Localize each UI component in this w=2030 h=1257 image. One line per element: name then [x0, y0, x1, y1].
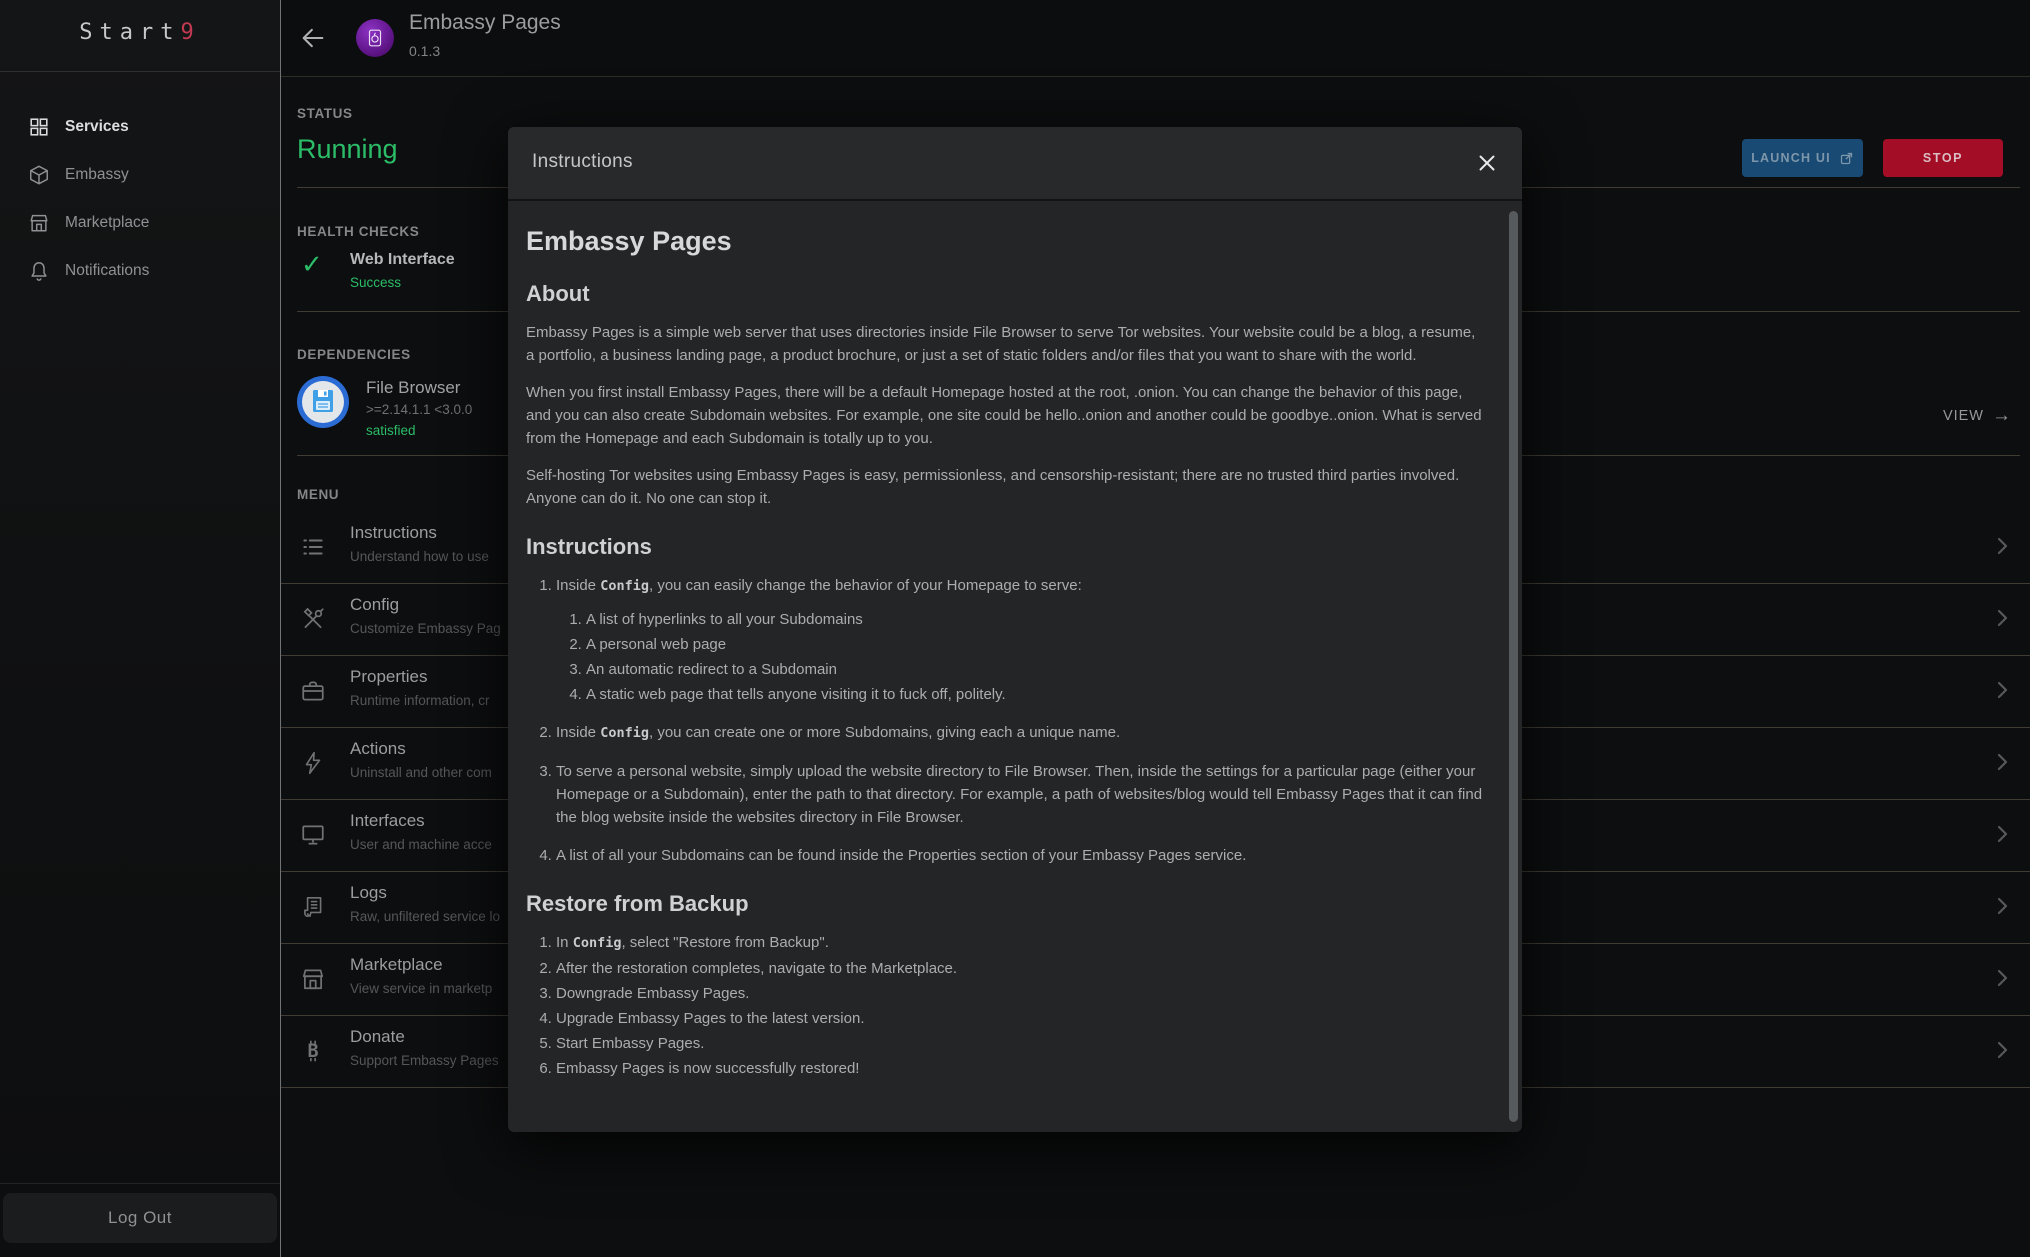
stop-button[interactable]: STOP	[1883, 139, 2003, 177]
modal-heading-instructions: Instructions	[526, 534, 652, 559]
sidebar-divider	[0, 71, 280, 72]
bolt-icon	[300, 750, 326, 776]
modal-list-item: 1. Inside Config, you can easily change the behavior of your Homepage to serve: 1. A list of hyperlinks to all your Subdomains 2. A personal web page 3. An automatic redirect to a Subdomain 4. A static web page that tells anyone visiting it to fuck off, politely.	[556, 574, 1486, 706]
view-label: VIEW	[1942, 408, 1984, 424]
nested-list-item: 4. A static web page that tells anyone visiting it to fuck off, politely.	[586, 683, 1486, 706]
chevron-right-icon	[1990, 966, 2014, 990]
sidebar-item-label: Notifications	[65, 262, 150, 279]
modal-paragraph: When you first install Embassy Pages, there will be a default Homepage hosted at the root, .onion. You can change the behavior of this page, and you can also create Subdomain websites. For example, one site could be hello..onion and another could be goodbye..onion. What is served from the Homepage and each Subdomain is totally up to you.	[526, 384, 1482, 447]
nested-list-item: 3. An automatic redirect to a Subdomain	[586, 658, 1486, 681]
chevron-right-icon	[1990, 894, 2014, 918]
menu-section-label: MENU	[297, 487, 340, 502]
cube-icon	[28, 164, 50, 186]
storefront-icon	[300, 966, 326, 992]
menu-item-title: Marketplace	[350, 955, 443, 974]
status-section-label: STATUS	[297, 106, 353, 121]
start9-logo	[0, 20, 280, 45]
menu-item-subtitle: User and machine acce	[350, 837, 492, 852]
modal-paragraph: Self-hosting Tor websites using Embassy Pages is easy, permissionless, and censorship-resistant; there are no trusted third parties involved. Anyone can do it. No one can stop it.	[526, 467, 1460, 507]
sidebar-item-marketplace[interactable]	[0, 199, 280, 247]
modal-title: Instructions	[532, 151, 633, 172]
back-arrow-icon	[299, 24, 327, 52]
logout-divider	[0, 1183, 280, 1184]
chevron-right-icon	[1990, 678, 2014, 702]
briefcase-icon	[300, 678, 326, 704]
logo-text: Start	[79, 20, 181, 45]
health-check-result: Success	[350, 275, 402, 290]
menu-item-subtitle: Raw, unfiltered service lo	[350, 909, 501, 924]
menu-item-title: Properties	[350, 667, 428, 686]
instructions-modal	[508, 127, 1522, 1132]
service-title: Embassy Pages	[409, 11, 561, 34]
modal-list-item: 2. Inside Config, you can create one or more Subdomains, giving each a unique name.	[556, 721, 1486, 745]
modal-scrollbar[interactable]	[1509, 211, 1518, 1122]
logout-button[interactable]: Log Out	[3, 1193, 277, 1243]
modal-list	[526, 574, 1486, 867]
modal-list-item: 6. Embassy Pages is now successfully restored!	[556, 1057, 1486, 1080]
modal-list-item: 4. Upgrade Embassy Pages to the latest version.	[556, 1007, 1486, 1030]
svg-text:B: B	[307, 1040, 319, 1062]
menu-item-subtitle: Support Embassy Pages	[350, 1053, 499, 1068]
menu-item-title: Interfaces	[350, 811, 425, 830]
menu-item-title: Config	[350, 595, 400, 614]
modal-paragraph: Embassy Pages is a simple web server that uses directories inside File Browser to serve Tor websites. Your website could be a blog, a resume, a portfolio, a business landing page, a product brochure, or just a set of static folders and/or files that you want to share with the world.	[526, 324, 1476, 364]
launch-ui-label: LAUNCH UI	[1751, 151, 1831, 165]
storefront-icon	[28, 212, 50, 234]
inline-code: Config	[600, 578, 649, 594]
modal-list-item: 4. A list of all your Subdomains can be found inside the Properties section of your Embassy Pages service.	[556, 844, 1486, 867]
list-icon	[300, 534, 326, 560]
grid-icon	[28, 116, 50, 138]
external-link-icon	[1839, 151, 1854, 166]
modal-list-item: 1. In Config, select "Restore from Backup".	[556, 931, 1486, 955]
launch-ui-button[interactable]	[1742, 139, 1863, 177]
nested-list	[556, 608, 1486, 706]
sidebar-item-label: Services	[65, 118, 129, 135]
sidebar-item-notifications[interactable]	[0, 247, 280, 295]
modal-list-item: 3. To serve a personal website, simply upload the website directory to File Browser. Then, inside the settings for a particular page (either your Homepage or a Subdomain), enter the path to that directory. For example, a path of websites/blog would tell Embassy Pages that it can find the blog website inside the websites directory in File Browser.	[556, 760, 1486, 829]
modal-content	[508, 201, 1522, 1132]
bell-icon	[28, 260, 50, 282]
sidebar-item-label: Embassy	[65, 166, 129, 183]
menu-item-subtitle: Understand how to use	[350, 549, 489, 564]
status-value: Running	[297, 134, 398, 164]
modal-list-item: 3. Downgrade Embassy Pages.	[556, 982, 1486, 1005]
chevron-right-icon	[1990, 822, 2014, 846]
health-section-label: HEALTH CHECKS	[297, 224, 420, 239]
menu-item-subtitle: View service in marketp	[350, 981, 493, 996]
chevron-right-icon	[1990, 1038, 2014, 1062]
sidebar-nav	[0, 103, 280, 295]
service-header	[281, 0, 2030, 77]
dependency-version: >=2.14.1.1 <3.0.0	[366, 402, 473, 417]
dependency-status: satisfied	[366, 423, 416, 438]
chevron-right-icon	[1990, 750, 2014, 774]
chevron-right-icon	[1990, 606, 2014, 630]
embassy-pages-app-icon	[356, 19, 394, 57]
sidebar	[0, 0, 281, 1257]
menu-item-subtitle: Uninstall and other com	[350, 765, 492, 780]
inline-code: Config	[600, 725, 649, 741]
monitor-icon	[300, 822, 326, 848]
sidebar-item-services[interactable]	[0, 103, 280, 151]
view-dependency-link[interactable]	[1943, 405, 2012, 427]
modal-list-item: 5. Start Embassy Pages.	[556, 1032, 1486, 1055]
modal-heading-restore-from-backup: Restore from Backup	[526, 891, 749, 916]
chevron-right-icon	[1990, 534, 2014, 558]
modal-list	[526, 931, 1486, 1080]
receipt-icon	[300, 894, 326, 920]
health-check-name: Web Interface	[350, 251, 455, 268]
menu-item-subtitle: Runtime information, cr	[350, 693, 490, 708]
sidebar-item-label: Marketplace	[65, 214, 150, 231]
nested-list-item: 1. A list of hyperlinks to all your Subdomains	[586, 608, 1486, 631]
sidebar-item-embassy[interactable]	[0, 151, 280, 199]
nested-list-item: 2. A personal web page	[586, 633, 1486, 656]
service-version: 0.1.3	[409, 43, 441, 59]
arrow-right-icon: →	[1992, 405, 2012, 426]
modal-heading-embassy-pages: Embassy Pages	[526, 226, 732, 256]
logo-accent: 9	[180, 20, 201, 45]
bitcoin-icon	[300, 1038, 326, 1064]
menu-item-title: Actions	[350, 739, 406, 758]
dependency-name: File Browser	[366, 378, 461, 397]
inline-code: Config	[572, 935, 622, 951]
checkmark-icon: ✓	[301, 249, 323, 279]
close-icon[interactable]	[1474, 150, 1500, 176]
file-browser-icon	[296, 375, 350, 429]
modal-heading-about: About	[526, 281, 590, 306]
menu-item-title: Instructions	[350, 523, 437, 542]
tools-icon	[300, 606, 326, 632]
back-button[interactable]	[299, 24, 327, 52]
modal-list-item: 2. After the restoration completes, navigate to the Marketplace.	[556, 957, 1486, 980]
menu-item-subtitle: Customize Embassy Pag	[350, 621, 501, 636]
menu-item-title: Donate	[350, 1027, 405, 1046]
dependencies-section-label: DEPENDENCIES	[297, 347, 411, 362]
modal-header	[508, 127, 1522, 201]
menu-item-title: Logs	[350, 883, 387, 902]
